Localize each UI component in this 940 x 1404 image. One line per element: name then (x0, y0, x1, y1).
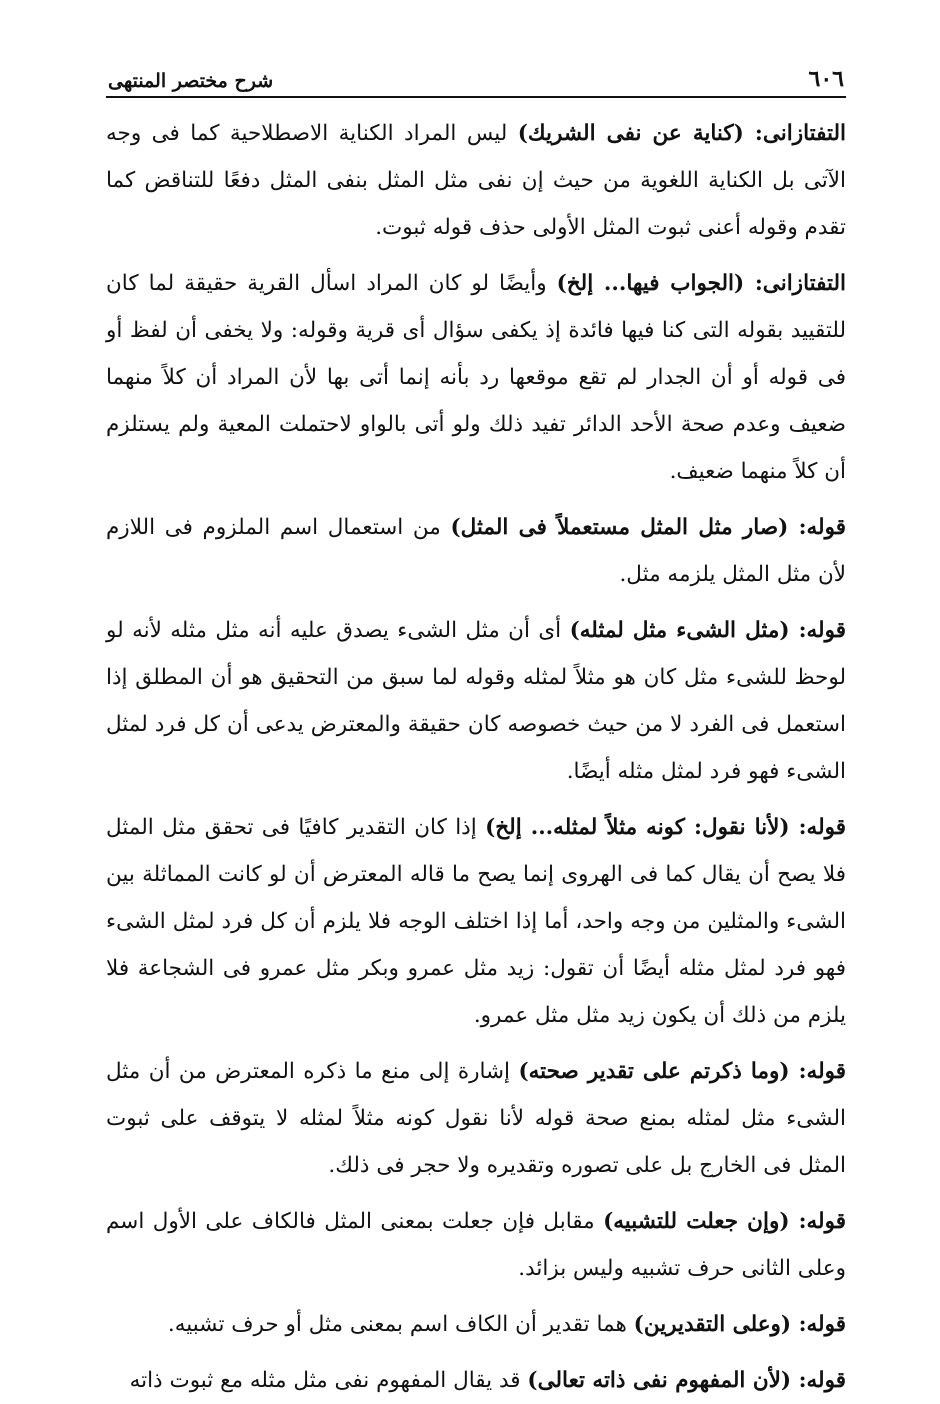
quoted-headword: (الجواب فيها... إلخ) (556, 271, 745, 296)
paragraph-text: مقابل فإن جعلت بمعنى المثل فالكاف على الأول اسم وعلى الثانى حرف تشبيه وليس بزائد. (106, 1209, 846, 1281)
quoted-headword: (وإن جعلت للتشبيه) (603, 1209, 790, 1234)
quoted-headword: (مثل الشىء مثل لمثله) (569, 618, 790, 643)
paragraph (106, 1357, 846, 1404)
paragraph-lead: قوله: (789, 1209, 846, 1234)
paragraph-text: إشارة إلى منع ما ذكره المعترض من أن مثل الشىء مثل لمثله بمنع صحة قوله لأنا نقول كونه مثلاً لمثله لا يتوقف على ثبوت المثل فى الخارج بل على تصوره وتقديره ولا حجر فى ذلك. (106, 1059, 846, 1178)
paragraph-text: إذا كان التقدير كافيًا فى تحقق مثل المثل فلا يصح أن يقال كما فى الهروى إنما يصح ما قاله المعترض أن لو كانت المماثلة بين الشىء والمثلين من وجه واحد، أما إذا اختلف الوجه فلا يلزم أن كل فرد لمثل الشىء فهو فرد لمثل مثله أيضًا أن تقول: زيد مثل عمرو وبكر مثل عمرو فى الشجاعة فلا يلزم من ذلك أن يكون زيد مثل مثل عمرو. (106, 815, 846, 1028)
paragraph (106, 1301, 846, 1348)
running-title: شرح مختصر المنتهى (108, 70, 274, 92)
paragraph (106, 1198, 846, 1292)
quoted-headword: (وما ذكرتم على تقدير صحته) (518, 1059, 790, 1084)
paragraph (106, 504, 846, 598)
paragraph (106, 110, 846, 251)
quoted-headword: (صار مثل المثل مستعملاً فى المثل) (450, 515, 789, 540)
paragraph-lead: قوله: (789, 618, 846, 643)
quoted-headword: (وعلى التقديرين) (633, 1312, 792, 1337)
quoted-headword: (كناية عن نفى الشريك) (517, 121, 744, 146)
paragraph-text: قد يقال المفهوم نفى مثل مثله مع ثبوت ذاته (129, 1368, 528, 1393)
paragraph-lead: التفتازانى: (744, 271, 846, 296)
book-page (106, 56, 846, 1404)
quoted-headword: (لأن المفهوم نفى ذاته تعالى) (527, 1368, 792, 1393)
paragraph-text: من استعمال اسم الملزوم فى اللازم لأن مثل المثل يلزمه مثل. (106, 515, 846, 587)
paragraph-text: أى أن مثل الشىء يصدق عليه أنه مثل مثله لأنه لو لوحظ للشىء مثل كان هو مثلاً لمثله وقوله لما سبق من التحقيق هو أن المطلق إذا استعمل فى الفرد لا من حيث خصوصه كان حقيقة والمعترض يدعى أن كل فرد لمثل الشىء فهو فرد لمثل مثله أيضًا. (106, 618, 846, 784)
paragraph-text: هما تقدير أن الكاف اسم بمعنى مثل أو حرف تشبيه. (167, 1312, 634, 1337)
quoted-headword: (لأنا نقول: كونه مثلاً لمثله... إلخ) (485, 815, 790, 840)
paragraph-lead: التفتازانى: (743, 121, 847, 146)
paragraph (106, 607, 846, 795)
page-header (106, 56, 846, 98)
paragraph-lead: قوله: (791, 1312, 846, 1337)
paragraph (106, 1048, 846, 1189)
page-body (106, 110, 846, 1404)
paragraph-text: وأيضًا لو كان المراد اسأل القرية حقيقة لما كان للتقييد بقوله التى كنا فيها فائدة إذ يكفى سؤال أى قرية وقوله: ولا يخفى أن لفظ أو فى قوله أو أن الجدار لم تقع موقعها رد بأنه إنما أتى بها لأن المراد أن كلاً منهما ضعيف وعدم صحة الأحد الدائر تفيد ذلك ولو أتى بالواو لاحتملت المعية ولم يستلزم أن كلاً منهما ضعيف. (106, 271, 846, 484)
page-number: ٦٠٦ (808, 66, 844, 92)
paragraph (106, 260, 846, 495)
paragraph (106, 804, 846, 1039)
paragraph-lead: قوله: (788, 515, 846, 540)
paragraph-text: ليس المراد الكناية الاصطلاحية كما فى وجه الآتى بل الكناية اللغوية من حيث إن نفى مثل المثل بنفى المثل دفعًا للتناقض كما تقدم وقوله أعنى ثبوت المثل الأولى حذف قوله ثبوت. (106, 121, 846, 240)
paragraph-lead: قوله: (789, 1059, 846, 1084)
paragraph-lead: قوله: (789, 815, 847, 840)
paragraph-lead: قوله: (791, 1368, 846, 1393)
